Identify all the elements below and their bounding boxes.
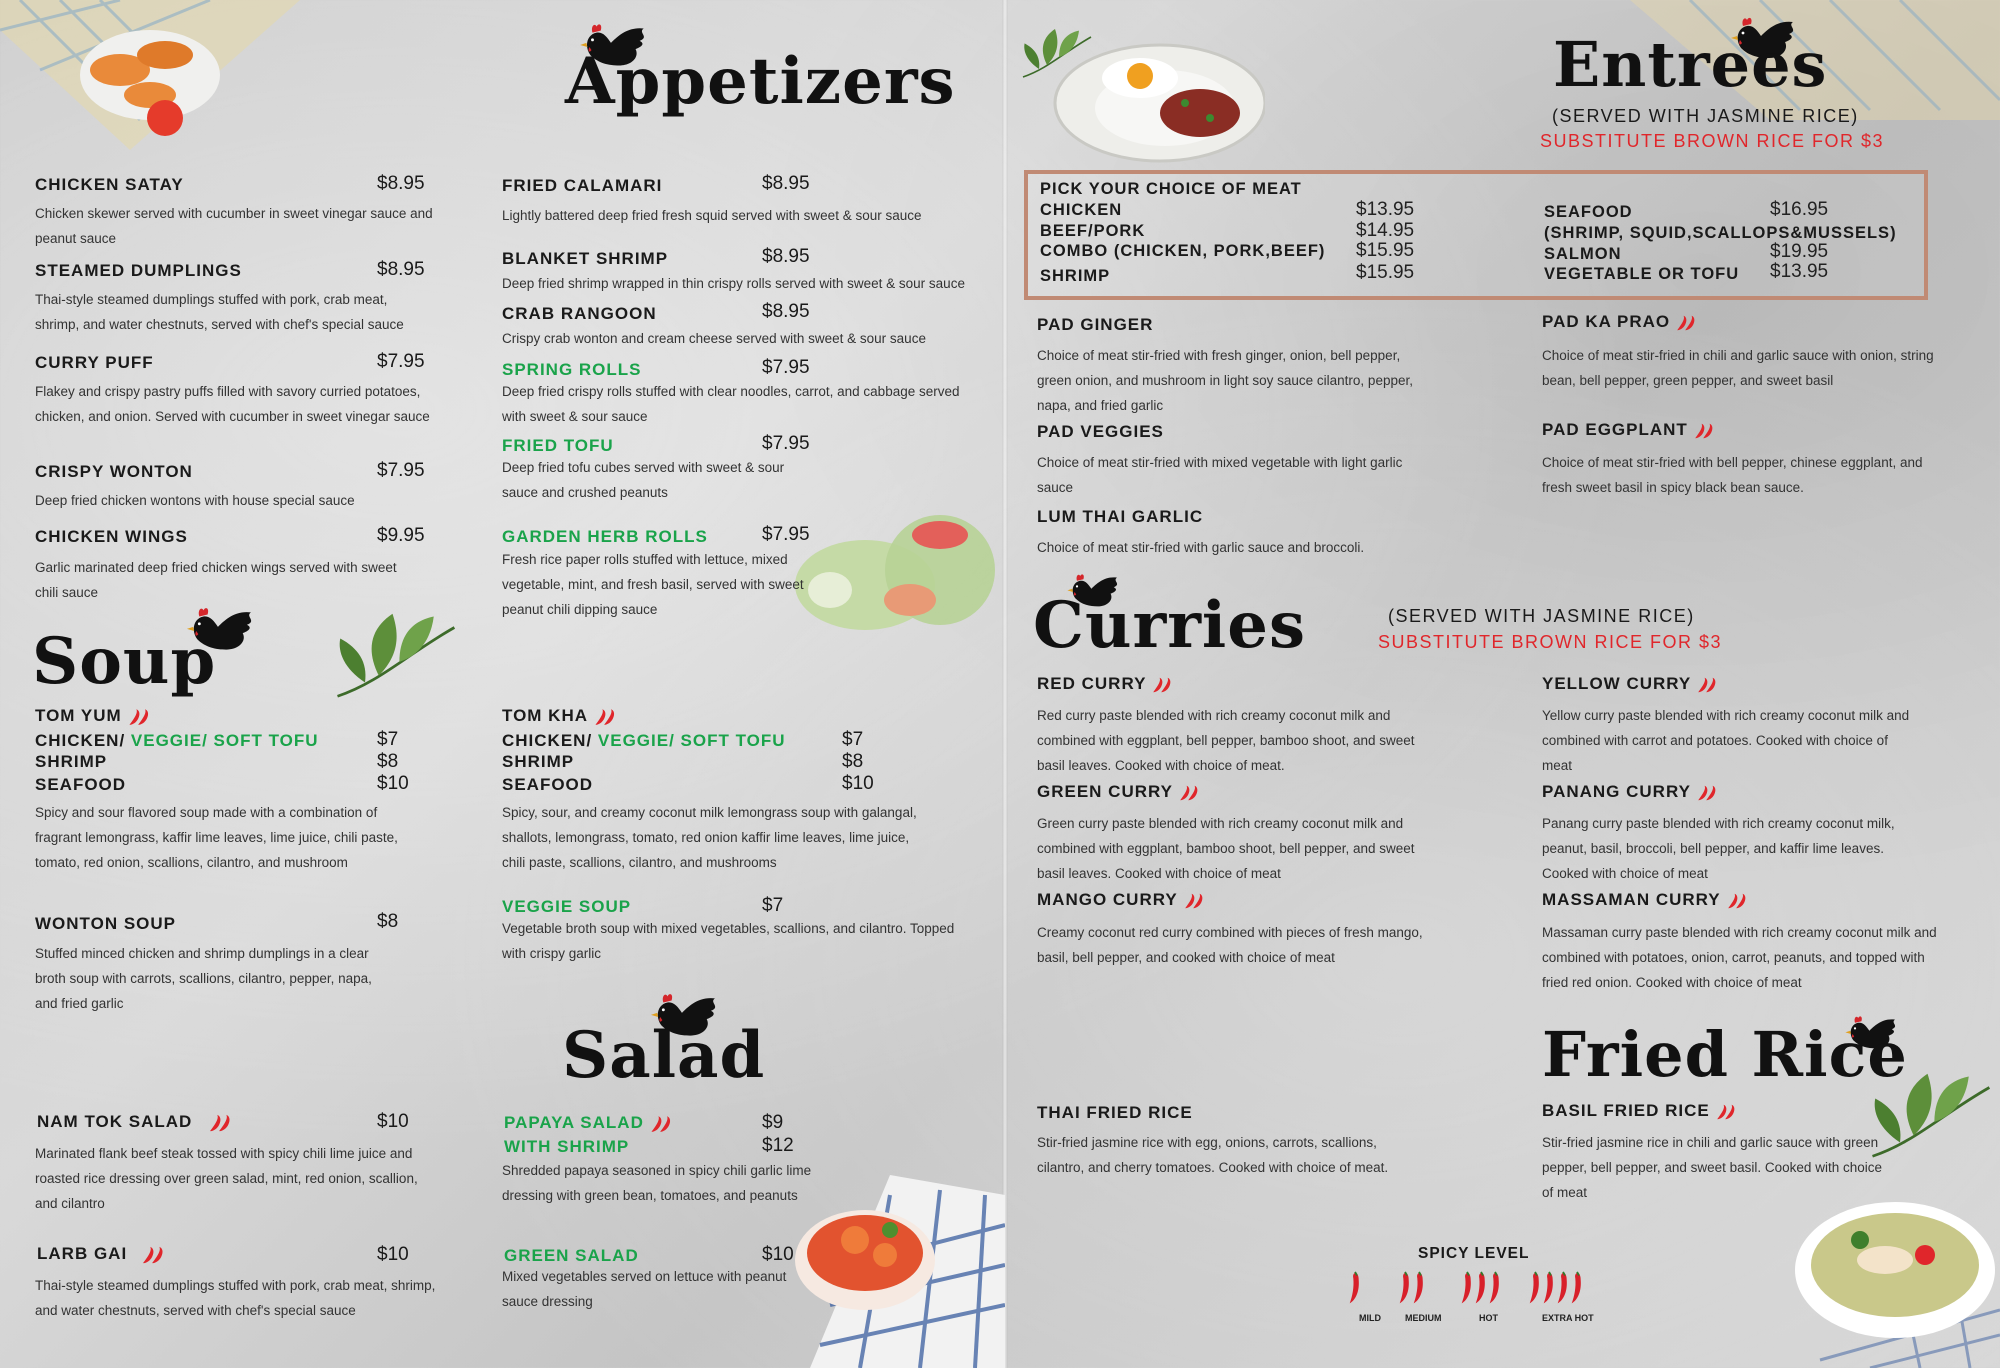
meat-choice-box: [1024, 170, 1928, 300]
soup-option: SEAFOOD: [502, 775, 594, 794]
menu-item-desc: Deep fried crispy rolls stuffed with clear noodles, carrot, and cabbage served with sweet & sour sauce: [502, 384, 960, 424]
fried-shrimp-illustration: [0, 0, 300, 150]
menu-item-price: $7.95: [762, 357, 810, 378]
chili-icon: [126, 707, 152, 727]
menu-item-price: $8.95: [377, 259, 425, 280]
curries-served-with: (SERVED WITH JASMINE RICE): [1388, 606, 1695, 626]
menu-item-name: GARDEN HERB ROLLS: [502, 527, 708, 546]
curry-desc: Panang curry paste blended with rich creamy coconut milk, peanut, basil, broccoli, bell pepper, and kaffir lime leaves. Cooked with choice of meat: [1542, 816, 1895, 881]
meat-price: $15.95: [1356, 262, 1415, 283]
spicy-item-row: [1542, 312, 1698, 332]
soup-name: VEGGIE SOUP: [502, 897, 632, 916]
menu-item-name: LUM THAI GARLIC: [1037, 507, 1204, 526]
spicy-level-label: HOT: [1479, 1313, 1498, 1323]
salad-price: $10: [377, 1244, 409, 1265]
curry-name: RED CURRY: [1037, 674, 1147, 693]
fried-rice-name: THAI FRIED RICE: [1037, 1103, 1193, 1122]
menu-item-price: $8.95: [762, 246, 810, 267]
curry-desc: Creamy coconut red curry combined with pieces of fresh mango, basil, bell pepper, and cooked with choice of meat: [1037, 925, 1423, 965]
soup-option: SHRIMP: [502, 752, 575, 771]
spicy-item-row: [37, 1244, 167, 1265]
menu-item-price: $7.95: [762, 433, 810, 454]
chili-hot-icon: [1485, 1271, 1507, 1307]
menu-item-desc: Lightly battered deep fried fresh squid served with sweet & sour sauce: [502, 208, 922, 223]
menu-item-price: $7.95: [377, 460, 425, 481]
chili-icon: [1182, 892, 1206, 910]
menu-item-desc: Deep fried shrimp wrapped in thin crispy rolls served with sweet & sour sauce: [502, 276, 965, 291]
menu-item-name: CHICKEN WINGS: [35, 527, 188, 546]
menu-item-price: $7.95: [377, 351, 425, 372]
salad-desc: Mixed vegetables served on lettuce with peanut sauce dressing: [502, 1269, 787, 1309]
chili-icon: [1695, 784, 1719, 802]
soup-option: [502, 731, 786, 751]
soup-option: SHRIMP: [35, 752, 108, 771]
curry-desc: Green curry paste blended with rich creamy coconut milk and combined with eggplant, bamboo shoot, bell pepper, and sweet basil leaves. Cooked with choice of meat: [1037, 816, 1415, 881]
soup-option-label: CHICKEN/: [35, 731, 131, 750]
menu-item-desc: Chicken skewer served with cucumber in sweet vinegar sauce and peanut sauce: [35, 206, 433, 246]
salad-price: $10: [762, 1244, 794, 1265]
curries-heading: Curries: [1033, 588, 1306, 663]
chili-icon: [1695, 676, 1719, 694]
menu-item-price: $8.95: [762, 173, 810, 194]
menu-item-price: $8.95: [377, 173, 425, 194]
menu-item-desc: Crispy crab wonton and cream cheese served with sweet & sour sauce: [502, 331, 926, 346]
chili-extra-hot-icon: [1567, 1271, 1589, 1307]
menu-item-desc: Deep fried tofu cubes served with sweet & sour sauce and crushed peanuts: [502, 460, 785, 500]
chili-icon: [1714, 1103, 1738, 1121]
chili-icon: [206, 1113, 234, 1133]
meat-option: SEAFOOD: [1544, 203, 1633, 221]
meat-option: COMBO (CHICKEN, PORK,BEEF): [1040, 242, 1326, 260]
meat-price: $14.95: [1356, 220, 1415, 241]
menu-item-price: $9.95: [377, 525, 425, 546]
salad-desc: Thai-style steamed dumplings stuffed with pork, crab meat, shrimp, and water chestnuts, served with chef's special sauce: [35, 1278, 436, 1318]
menu-item-desc: Choice of meat stir-fried in chili and garlic sauce with onion, string bean, bell pepper, green pepper, and sweet basil: [1542, 348, 1934, 388]
meat-option: SALMON: [1544, 245, 1622, 263]
menu-item-name: FRIED TOFU: [502, 436, 614, 455]
soup-option-veg: VEGGIE/ SOFT TOFU: [130, 731, 319, 750]
curry-name: MASSAMAN CURRY: [1542, 890, 1721, 909]
salad-price: $12: [762, 1135, 794, 1156]
salad-name: PAPAYA SALAD: [504, 1113, 644, 1132]
herb-leaf-illustration: [315, 600, 470, 710]
curries-substitute-note: SUBSTITUTE BROWN RICE FOR $3: [1378, 632, 1723, 652]
salad-heading: Salad: [562, 1018, 766, 1093]
soup-price: $8: [842, 751, 864, 772]
soup-name: TOM KHA: [502, 706, 589, 725]
spicy-item-row: [1542, 420, 1716, 440]
soup-price: $8: [377, 751, 399, 772]
entrees-served-with: (SERVED WITH JASMINE RICE): [1552, 106, 1859, 126]
chili-icon: [139, 1245, 167, 1265]
spicy-level-legend: [1345, 1245, 1625, 1325]
soup-price: $8: [377, 911, 399, 932]
menu-item-name: FRIED CALAMARI: [502, 176, 663, 195]
salad-name: GREEN SALAD: [504, 1246, 639, 1265]
soup-price: $7: [762, 895, 784, 916]
chili-icon: [1692, 422, 1716, 440]
menu-item-name: PAD VEGGIES: [1037, 422, 1164, 441]
menu-item-desc: Flakey and crispy pastry puffs filled with savory curried potatoes, chicken, and onion. Served with cucumber in sweet vinegar sauce: [35, 384, 430, 424]
menu-item-name: STEAMED DUMPLINGS: [35, 261, 242, 280]
meat-option: BEEF/PORK: [1040, 222, 1146, 240]
meat-price: $13.95: [1356, 199, 1415, 220]
fried-rice-heading: Fried Rice: [1542, 1018, 1908, 1091]
salad-name: NAM TOK SALAD: [37, 1112, 193, 1131]
menu-item-name: CRAB RANGOON: [502, 304, 657, 323]
soup-name: TOM YUM: [35, 706, 122, 725]
entrees-substitute-note: SUBSTITUTE BROWN RICE FOR $3: [1540, 131, 1885, 151]
garden-rolls-illustration: [790, 500, 1005, 640]
soup-price: $7: [377, 729, 399, 750]
spicy-level-label: MILD: [1359, 1313, 1381, 1323]
spicy-item-row: [35, 706, 152, 727]
soup-price: $10: [842, 773, 874, 794]
spicy-level-title: SPICY LEVEL: [1418, 1245, 1530, 1262]
menu-item-desc: Choice of meat stir-fried with fresh ginger, onion, bell pepper, green onion, and mushroom in light soy sauce cilantro, pepper, napa, and fried garlic: [1037, 348, 1413, 413]
soup-desc: Spicy and sour flavored soup made with a combination of fragrant lemongrass, kaffir lime leaves, lime juice, chili paste, tomato, red onion, scallions, cilantro, and mushroom: [35, 805, 398, 870]
spicy-item-row: [1037, 674, 1174, 694]
meat-option: VEGETABLE OR TOFU: [1544, 265, 1740, 283]
egg-rice-plate-illustration: [1015, 18, 1265, 168]
spicy-level-label: MEDIUM: [1405, 1313, 1442, 1323]
curry-name: MANGO CURRY: [1037, 890, 1178, 909]
entrees-heading: Entrees: [1553, 28, 1828, 101]
soup-option-veg: VEGGIE/ SOFT TOFU: [597, 731, 786, 750]
menu-item-desc: Choice of meat stir-fried with bell pepper, chinese eggplant, and fresh sweet basil in spicy black bean sauce.: [1542, 455, 1923, 495]
soup-name: WONTON SOUP: [35, 914, 177, 933]
menu-item-price: $8.95: [762, 301, 810, 322]
soup-price: $10: [377, 773, 409, 794]
curry-desc: Massaman curry paste blended with rich creamy coconut milk and combined with potatoes, onion, carrot, peanuts, and topped with fried red onion. Cooked with choice of meat: [1542, 925, 1937, 990]
soup-heading: Soup: [32, 624, 217, 699]
soup-desc: Vegetable broth soup with mixed vegetables, scallions, and cilantro. Topped with crispy garlic: [502, 921, 955, 961]
menu-item-name: CHICKEN SATAY: [35, 175, 184, 194]
spicy-item-row: [1542, 1101, 1738, 1121]
chili-icon: [1725, 892, 1749, 910]
spicy-item-row: [504, 1113, 674, 1134]
soup-option-label: CHICKEN/: [502, 731, 598, 750]
spicy-item-row: [37, 1112, 234, 1133]
menu-item-name: PAD GINGER: [1037, 315, 1154, 334]
chili-icon: [1177, 784, 1201, 802]
curry-desc: Red curry paste blended with rich creamy coconut milk and combined with eggplant, bell pepper, bamboo shoot, and sweet basil leaves. Cooked with choice of meat.: [1037, 708, 1415, 773]
chili-icon: [1150, 676, 1174, 694]
menu-item-name: CURRY PUFF: [35, 353, 154, 372]
menu-item-desc: Choice of meat stir-fried with mixed vegetable with light garlic sauce: [1037, 455, 1403, 495]
curry-name: GREEN CURRY: [1037, 782, 1173, 801]
spicy-item-row: [1542, 890, 1749, 910]
soup-price: $7: [842, 729, 864, 750]
salad-name: LARB GAI: [37, 1244, 128, 1263]
salad-desc: Shredded papaya seasoned in spicy chili garlic lime dressing with green bean, tomatoes, and peanuts: [502, 1163, 812, 1203]
meat-price: $15.95: [1356, 240, 1415, 261]
menu-item-name: SPRING ROLLS: [502, 360, 642, 379]
green-curry-bowl-illustration: [1790, 1060, 2000, 1368]
menu-item-name: BLANKET SHRIMP: [502, 249, 669, 268]
fried-rice-desc: Stir-fried jasmine rice with egg, onions, carrots, scallions, cilantro, and cherry tomatoes. Cooked with choice of meat.: [1037, 1135, 1389, 1175]
meat-price: $13.95: [1770, 261, 1829, 282]
meat-option: CHICKEN: [1040, 201, 1123, 219]
appetizers-heading: Appetizers: [565, 44, 956, 119]
spicy-item-row: [1542, 782, 1719, 802]
chili-icon: [592, 707, 618, 727]
meat-price: $16.95: [1770, 199, 1829, 220]
spicy-item-row: [1037, 782, 1201, 802]
menu-item-price: $7.95: [762, 524, 810, 545]
menu-item-desc: Deep fried chicken wontons with house special sauce: [35, 493, 355, 508]
salad-price: $9: [762, 1112, 784, 1133]
salad-desc: Marinated flank beef steak tossed with spicy chili lime juice and roasted rice dressing over green salad, mint, red onion, scallion, and cilantro: [35, 1146, 418, 1211]
meat-choice-title: PICK YOUR CHOICE OF MEAT: [1040, 180, 1302, 198]
chili-mild-icon: [1345, 1271, 1367, 1307]
soup-option: [35, 731, 319, 751]
spicy-item-row: [502, 706, 618, 727]
fried-rice-name: BASIL FRIED RICE: [1542, 1101, 1710, 1120]
menu-item-desc: Fresh rice paper rolls stuffed with lettuce, mixed vegetable, mint, and fresh basil, served with sweet peanut chili dipping sauce: [502, 552, 804, 617]
salad-name: WITH SHRIMP: [504, 1137, 630, 1156]
soup-option: SEAFOOD: [35, 775, 127, 794]
fried-rice-desc: Stir-fried jasmine rice in chili and garlic sauce with green pepper, bell pepper, and sweet basil. Cooked with choice of meat: [1542, 1135, 1882, 1200]
spicy-level-label: EXTRA HOT: [1542, 1313, 1594, 1323]
salad-price: $10: [377, 1111, 409, 1132]
menu-item-name: CRISPY WONTON: [35, 462, 193, 481]
meat-option: (SHRIMP, SQUID,SCALLOPS&MUSSELS): [1544, 224, 1897, 242]
soup-desc: Stuffed minced chicken and shrimp dumplings in a clear broth soup with carrots, scallions, cilantro, pepper, napa, and fried garlic: [35, 946, 372, 1011]
chili-icon: [648, 1114, 674, 1134]
menu-item-desc: Garlic marinated deep fried chicken wings served with sweet chili sauce: [35, 560, 397, 600]
menu-item-desc: Choice of meat stir-fried with garlic sauce and broccoli.: [1037, 540, 1365, 555]
spicy-item-row: [1037, 890, 1206, 910]
soup-desc: Spicy, sour, and creamy coconut milk lemongrass soup with galangal, shallots, lemongrass, tomato, red onion kaffir lime leaves, lime juice, chili paste, scallions, cilantro, and mushrooms: [502, 805, 917, 870]
curry-desc: Yellow curry paste blended with rich creamy coconut milk and combined with carrot and potatoes. Cooked with choice of meat: [1542, 708, 1910, 773]
curry-name: YELLOW CURRY: [1542, 674, 1692, 693]
spicy-item-row: [1542, 674, 1719, 694]
curry-name: PANANG CURRY: [1542, 782, 1691, 801]
chili-medium-icon: [1409, 1271, 1431, 1307]
meat-option: SHRIMP: [1040, 267, 1111, 285]
menu-item-desc: Thai-style steamed dumplings stuffed with pork, crab meat, shrimp, and water chestnuts, served with chef's special sauce: [35, 292, 404, 332]
menu-item-name: PAD KA PRAO: [1542, 312, 1671, 331]
chili-icon: [1674, 314, 1698, 332]
menu-item-name: PAD EGGPLANT: [1542, 420, 1688, 439]
meat-price: $19.95: [1770, 241, 1829, 262]
